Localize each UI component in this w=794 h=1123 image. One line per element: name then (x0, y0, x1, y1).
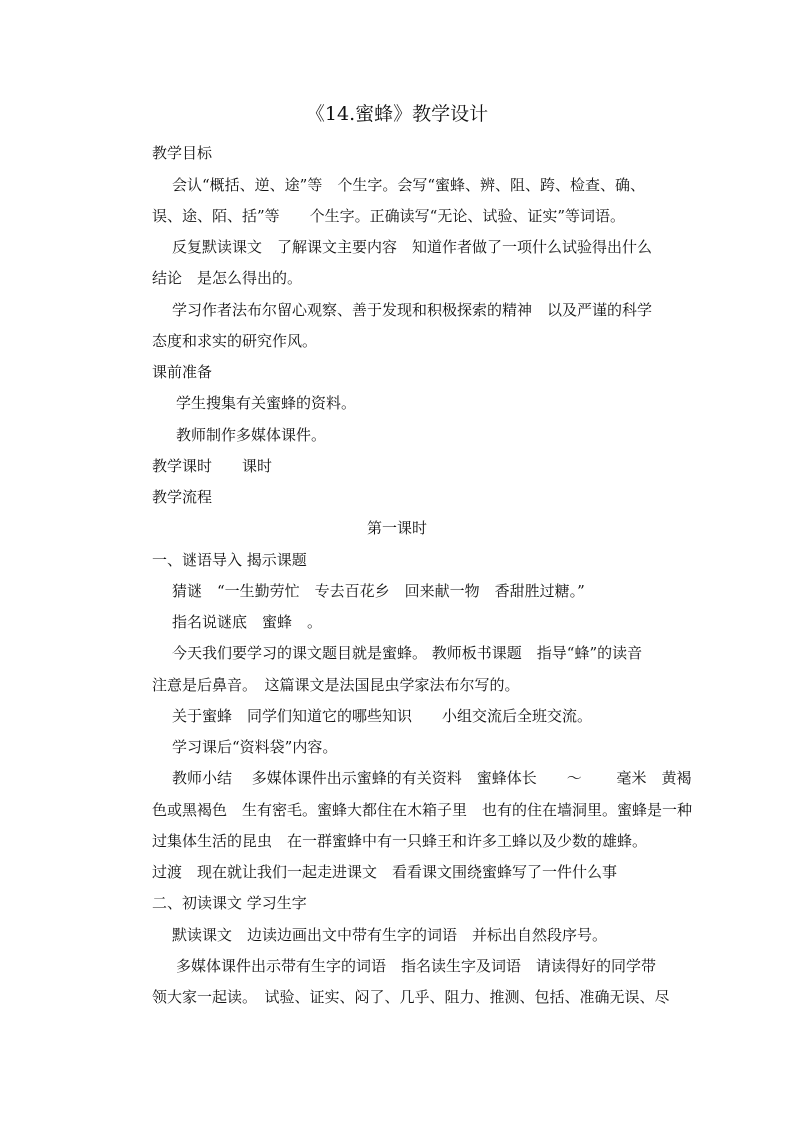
paragraph-line: 多媒体课件出示带有生字的词语 指名读生字及词语 请读得好的同学带 (176, 957, 657, 975)
lesson-heading: 第一课时 (366, 519, 427, 537)
paragraph-line: 指名说谜底 蜜蜂 。 (172, 613, 323, 631)
paragraph-line: 猜谜 “一生勤劳忙 专去百花乡 回来献一物 香甜胜过糖。” (172, 582, 585, 600)
paragraph-line: 反复默读课文 了解课文主要内容 知道作者做了一项什么试验得出什么 (172, 238, 653, 256)
paragraph-line: 学习课后“资料袋”内容。 (172, 738, 338, 756)
paragraph-line: 结论 是怎么得出的。 (152, 269, 303, 287)
section-heading-periods: 教学课时 课时 (152, 457, 273, 475)
paragraph-line: 学习作者法布尔留心观察、善于发现和积极探索的精神 以及严谨的科学 (172, 301, 653, 319)
paragraph-line: 今天我们要学习的课文题目就是蜜蜂。 教师板书课题 指导“蜂”的读音 (172, 644, 643, 662)
paragraph-line: 学生搜集有关蜜蜂的资料。 (176, 394, 357, 412)
paragraph-line: 默读课文 边读边画出文中带有生字的词语 并标出自然段序号。 (172, 926, 608, 944)
paragraph-line: 过集体生活的昆虫 在一群蜜蜂中有一只蜂王和许多工蜂以及少数的雄蜂。 (152, 832, 648, 850)
paragraph-line: 教师小结 多媒体课件出示蜜蜂的有关资料 蜜蜂体长 ～ 毫米 黄褐 (172, 769, 692, 787)
section-heading-objectives: 教学目标 (152, 144, 213, 162)
paragraph-line: 教师制作多媒体课件。 (176, 426, 327, 444)
step-heading: 二、初读课文 学习生字 (152, 894, 307, 912)
paragraph-line: 态度和求实的研究作风。 (152, 332, 318, 350)
section-heading-preparation: 课前准备 (152, 363, 213, 381)
paragraph-line: 误、途、陌、括”等 个生字。正确读写“无论、试验、证实”等词语。 (152, 207, 626, 225)
paragraph-line: 色或黑褐色 生有密毛。蜜蜂大都住在木箱子里 也有的住在墙洞里。蜜蜂是一种 (152, 801, 693, 819)
paragraph-line: 过渡 现在就让我们一起走进课文 看看课文围绕蜜蜂写了一件什么事 (152, 863, 618, 881)
paragraph-line: 会认“概括、逆、途”等 个生字。会写“蜜蜂、辨、阻、跨、检查、确、 (172, 176, 646, 194)
paragraph-line: 关于蜜蜂 同学们知道它的哪些知识 小组交流后全班交流。 (172, 707, 593, 725)
paragraph-line: 领大家一起读。 试验、证实、闷了、几乎、阻力、推测、包括、准确无误、尽 (152, 988, 670, 1006)
step-heading: 一、谜语导入 揭示课题 (152, 551, 307, 569)
document-title: 《14.蜜蜂》教学设计 (305, 103, 489, 125)
section-heading-process: 教学流程 (152, 488, 213, 506)
paragraph-line: 注意是后鼻音。 这篇课文是法国昆虫学家法布尔写的。 (152, 676, 520, 694)
